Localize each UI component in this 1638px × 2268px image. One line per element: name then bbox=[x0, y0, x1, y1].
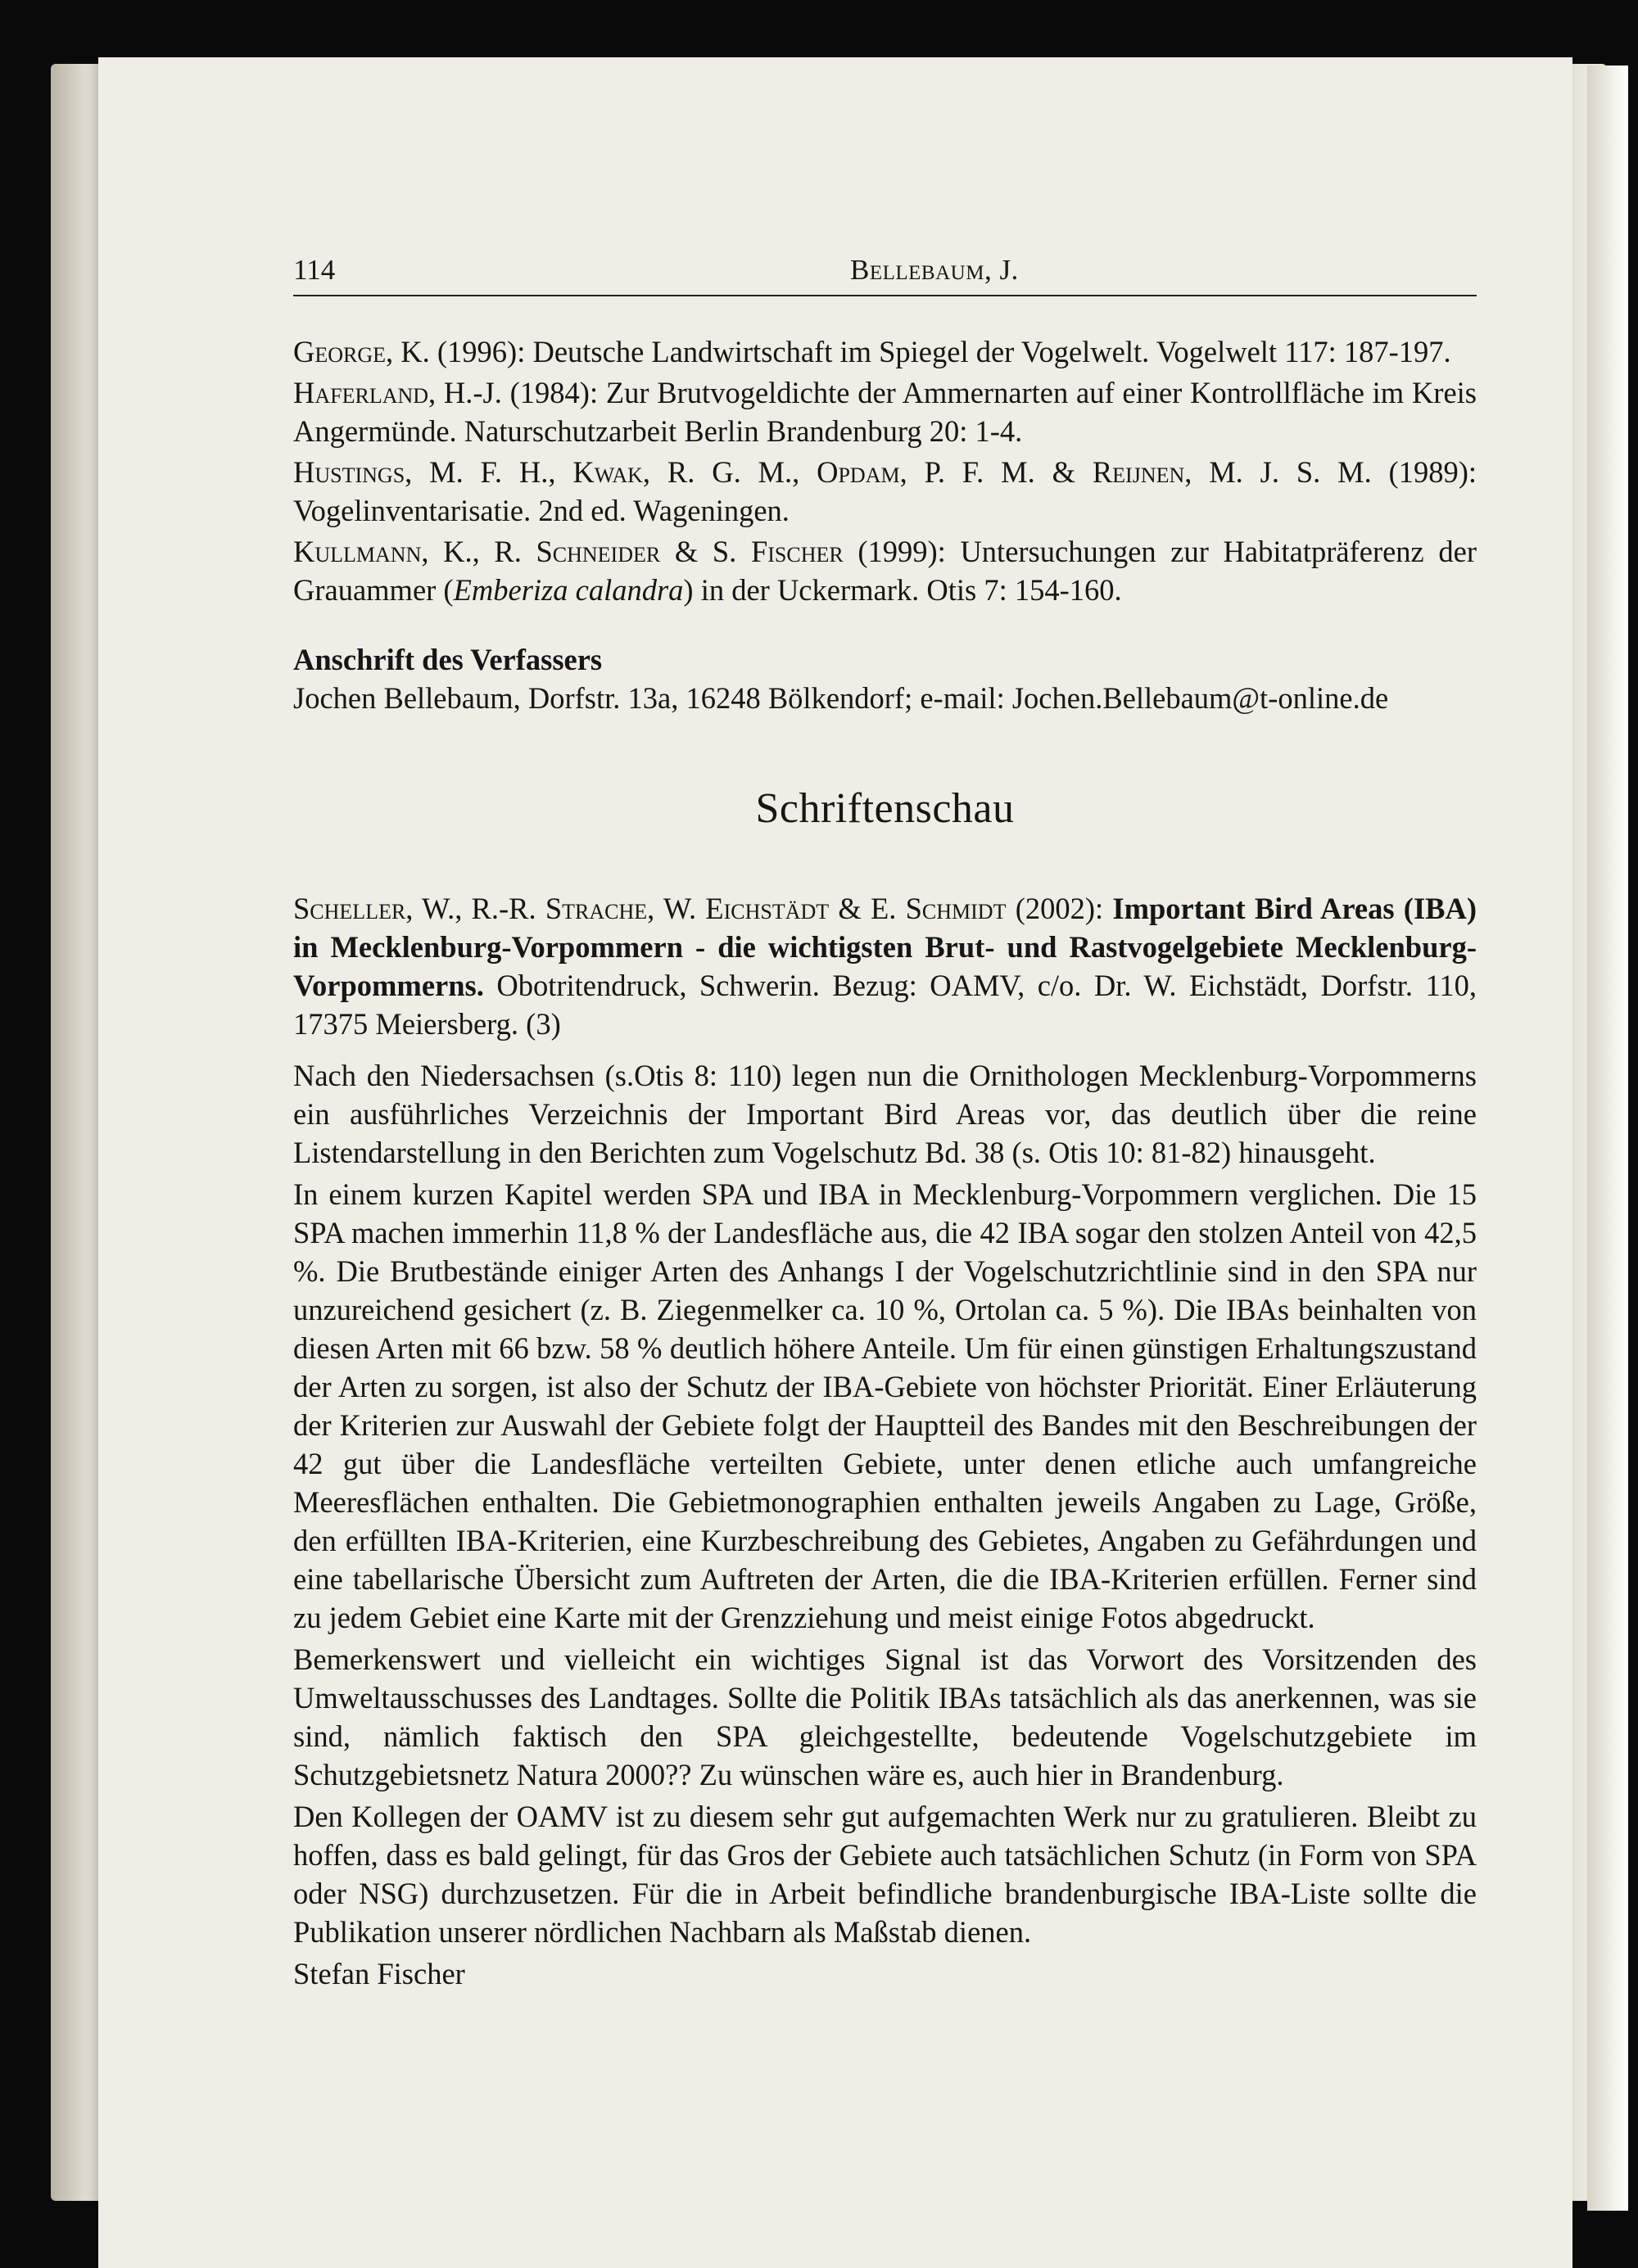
reference-list bbox=[293, 332, 1477, 609]
reference-text: ) in der Uckermark. Otis 7: 154-160. bbox=[683, 573, 1122, 607]
facing-page-edge bbox=[1587, 66, 1628, 2211]
review-paragraph: Bemerkenswert und vielleicht ein wichtiges Signal ist das Vorwort des Vorsitzenden des Umweltausschusses des Landtages. Sollte die Politik IBAs tatsächlich als das anerkennen, was sie sind, nämlich faktisch den SPA gleichgestellte, bedeutende Vogelschutzgebiete im Schutzgebietsnetz Natura 2000?? Zu wünschen wäre es, auch hier in Brandenburg. bbox=[293, 1642, 1477, 1791]
reference-authors: Hustings, M. F. H., Kwak, R. G. M., Opdam, P. F. M. & Reijnen, M. J. S. M. bbox=[293, 455, 1372, 489]
reference-item bbox=[293, 332, 1477, 371]
reference-text: (1989): Vogelinventarisatie. 2nd ed. Wageningen. bbox=[293, 455, 1477, 527]
page-number: 114 bbox=[293, 254, 336, 286]
reference-item bbox=[293, 453, 1477, 530]
review-body bbox=[293, 1056, 1477, 1951]
page-content bbox=[293, 246, 1477, 1993]
review-paragraph: Nach den Niedersachsen (s.Otis 8: 110) legen nun die Ornithologen Mecklenburg-Vorpommerns ein ausführliches Verzeichnis der Important Bird Areas vor, das deutlich über die reine Listendarstellung in den Berichten zum Vogelschutz Bd. 38 (s. Otis 10: 81-82) hinausgeht. bbox=[293, 1059, 1477, 1169]
reference-text: (1999): Untersuchungen zur Habitatpräferenz der Grauammer ( bbox=[293, 535, 1477, 607]
reference-item bbox=[293, 532, 1477, 609]
reference-text: (1984): Zur Brutvogeldichte der Ammernarten auf einer Kontrollfläche im Kreis Angermünde. Naturschutzarbeit Berlin Brandenburg 20: 1-4. bbox=[293, 376, 1477, 448]
review-paragraph: Den Kollegen der OAMV ist zu diesem sehr gut aufgemachten Werk nur zu gratulieren. Bleibt zu hoffen, dass es bald gelingt, für das Gros der Gebiete auch tatsächlichen Schutz (in Form von SPA oder NSG) durchzusetzen. Für die in Arbeit befindliche brandenburgische IBA-Liste sollte die Publikation unserer nördlichen Nachbarn als Maßstab dienen. bbox=[293, 1800, 1477, 1949]
review-citation bbox=[293, 889, 1477, 1043]
reviewer-signature: Stefan Fischer bbox=[293, 1957, 465, 1990]
reference-authors: Haferland, H.-J. bbox=[293, 376, 502, 409]
review-citation-publisher: Obotritendruck, Schwerin. Bezug: OAMV, c/o. Dr. W. Eichstädt, Dorfstr. 110, 17375 Meiersberg. (3) bbox=[293, 969, 1477, 1041]
review-citation-year: (2002): bbox=[1006, 892, 1113, 925]
reference-authors: Kullmann, K., R. Schneider & S. Fischer bbox=[293, 535, 844, 568]
species-name: Emberiza calandra bbox=[453, 573, 684, 607]
running-head bbox=[293, 246, 1477, 296]
reference-item bbox=[293, 373, 1477, 450]
reference-authors: George, K. bbox=[293, 335, 430, 368]
reference-text: (1996): Deutsche Landwirtschaft im Spiegel der Vogelwelt. Vogelwelt 117: 187-197. bbox=[429, 335, 1451, 368]
section-title: Schriftenschau bbox=[755, 785, 1015, 832]
review-paragraph: In einem kurzen Kapitel werden SPA und IBA in Mecklenburg-Vorpommern verglichen. Die 15 SPA machen immerhin 11,8 % der Landesfläche aus, die 42 IBA sogar den stolzen Anteil von 42,5 %. Die Brutbestände einiger Arten des Anhangs I der Vogelschutzrichtlinie sind in den SPA nur unzureichend gesichert (z. B. Ziegenmelker ca. 10 %, Ortolan ca. 5 %). Die IBAs beinhalten von diesen Arten mit 66 bzw. 58 % deutlich höhere Anteile. Um für einen günstigen Erhaltungszustand der Arten zu sorgen, ist also der Schutz der IBA-Gebiete von höchster Priorität. Einer Erläuterung der Kriterien zur Auswahl der Gebiete folgt der Hauptteil des Bandes mit den Beschreibungen der 42 gut über die Landesfläche verteilten Gebiete, unter denen etliche auch umfangreiche Meeresflächen enthalten. Die Gebietmonographien enthalten jeweils Angaben zu Lage, Größe, den erfüllten IBA-Kriterien, eine Kurzbeschreibung des Gebietes, Angaben zu Gefährdungen und eine tabellarische Übersicht zum Auftreten der Arten, die die IBA-Kriterien erfüllen. Ferner sind zu jedem Gebiet eine Karte mit der Grenzziehung und meist einige Fotos abgedruckt. bbox=[293, 1177, 1477, 1634]
running-author: Bellebaum, J. bbox=[850, 254, 1019, 286]
address-heading: Anschrift des Verfassers bbox=[293, 643, 603, 676]
review-citation-title: Important Bird Areas (IBA) in Mecklenburg-Vorpommern - die wichtigsten Brut- und Rastvogelgebiete Mecklenburg-Vorpommerns. bbox=[293, 892, 1477, 1002]
author-address: Jochen Bellebaum, Dorfstr. 13a, 16248 Bölkendorf; e-mail: Jochen.Bellebaum@t-online.de bbox=[293, 681, 1389, 715]
review-citation-authors: Scheller, W., R.-R. Strache, W. Eichstädt & E. Schmidt bbox=[293, 892, 1007, 925]
